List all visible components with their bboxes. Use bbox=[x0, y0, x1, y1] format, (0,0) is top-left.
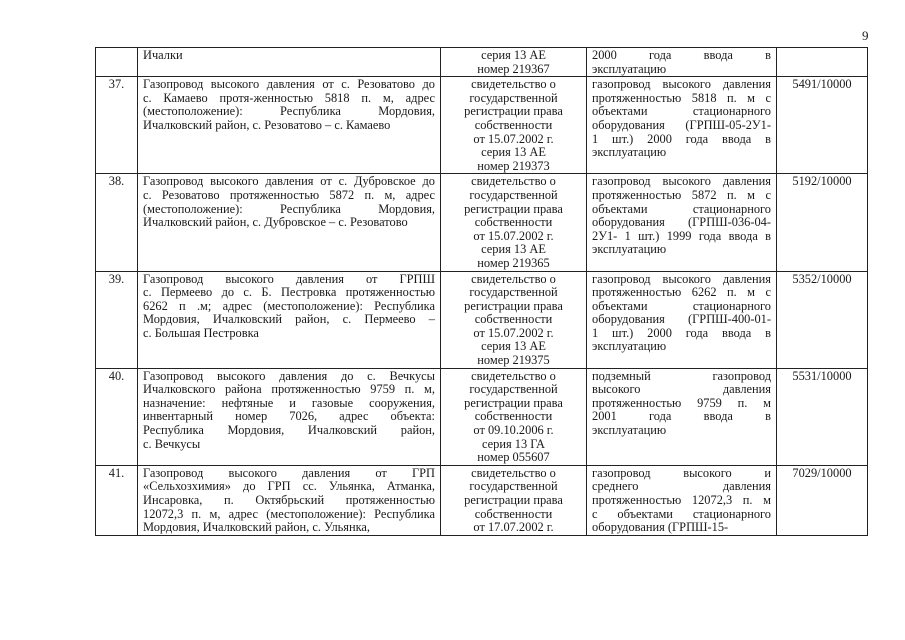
row-number: 39. bbox=[96, 271, 138, 368]
registration-certificate-line: регистрации права bbox=[464, 395, 563, 410]
object-description bbox=[138, 465, 441, 535]
object-characteristics bbox=[587, 465, 777, 535]
registration-certificate-line: номер 219373 bbox=[477, 158, 550, 173]
object-description-line: с. Камаево протя-женностью 5818 п. м, адрес bbox=[143, 90, 435, 105]
registration-certificate-line: государственной bbox=[469, 479, 558, 494]
registration-certificate-line: от 15.07.2002 г. bbox=[473, 325, 554, 340]
ownership-share: 5491/10000 bbox=[777, 77, 868, 174]
table-row bbox=[96, 174, 868, 271]
object-characteristics bbox=[587, 77, 777, 174]
object-description-line: (местоположение): Республика Мордовия, bbox=[143, 201, 435, 216]
object-characteristics bbox=[587, 174, 777, 271]
registration-certificate-line: регистрации права bbox=[464, 201, 563, 216]
object-characteristics-line: объектами стационарного bbox=[592, 104, 771, 119]
object-characteristics bbox=[587, 368, 777, 465]
registration-certificate-line: от 09.10.2006 г. bbox=[473, 423, 554, 438]
object-characteristics-line: среднего давления bbox=[592, 479, 771, 494]
registration-certificate-line: регистрации права bbox=[464, 493, 563, 507]
object-characteristics bbox=[587, 48, 777, 77]
object-characteristics-line: 2У1- 1 шт.) 1999 года ввода в bbox=[592, 228, 771, 243]
object-description-line: Республика Мордовия, Ичалковский район, bbox=[143, 423, 435, 438]
registration-certificate-line: собственности bbox=[474, 312, 553, 327]
registration-certificate bbox=[441, 271, 587, 368]
registration-certificate-line: номер 219365 bbox=[477, 255, 550, 270]
object-characteristics-line: газопровод высокого давления bbox=[592, 271, 771, 286]
object-description-line: Газопровод высокого давления от с. Дубровское до bbox=[143, 174, 435, 189]
object-description-line: Ичалки bbox=[143, 48, 183, 62]
registration-certificate-line: государственной bbox=[469, 90, 558, 105]
object-characteristics-line: оборудования (ГРПШ-05-2У1- bbox=[592, 117, 771, 132]
registration-certificate bbox=[441, 174, 587, 271]
object-characteristics-line: 2001 года ввода в bbox=[592, 409, 771, 424]
object-characteristics-line: объектами стационарного bbox=[592, 201, 771, 216]
registration-certificate bbox=[441, 368, 587, 465]
object-description bbox=[138, 271, 441, 368]
registration-certificate-line: государственной bbox=[469, 187, 558, 202]
registration-certificate-line: серия 13 АЕ bbox=[481, 339, 546, 354]
registration-certificate bbox=[441, 48, 587, 77]
object-characteristics-line: газопровод высокого давления bbox=[592, 174, 771, 189]
registration-certificate bbox=[441, 465, 587, 535]
registration-certificate-line: от 15.07.2002 г. bbox=[473, 131, 554, 146]
object-characteristics-line: протяженностью 6262 п. м с bbox=[592, 285, 771, 300]
object-description-line: 6262 п .м; адрес (местоположение): Республика bbox=[143, 298, 435, 313]
object-description-line: Мордовия, Ичалковский район, с. Пермеево – bbox=[143, 312, 435, 327]
object-description-line: с. Вечкусы bbox=[143, 436, 201, 451]
object-characteristics-line: высокого давления bbox=[592, 382, 771, 397]
object-characteristics bbox=[587, 271, 777, 368]
registration-certificate-line: государственной bbox=[469, 382, 558, 397]
object-characteristics-line: с объектами стационарного bbox=[592, 506, 771, 521]
object-characteristics-line: оборудования (ГРПШ-400-01- bbox=[592, 312, 771, 327]
registration-certificate-line: серия 13 АЕ bbox=[481, 145, 546, 160]
registration-certificate-line: свидетельство о bbox=[471, 77, 556, 92]
registration-certificate-line: номер 055607 bbox=[477, 450, 550, 465]
ownership-share: 5531/10000 bbox=[777, 368, 868, 465]
row-number bbox=[96, 48, 138, 77]
object-description-line: с. Резоватово протяженностью 5872 п. м, адрес bbox=[143, 187, 435, 202]
object-description bbox=[138, 48, 441, 77]
table-row bbox=[96, 77, 868, 174]
registration-certificate-line: свидетельство о bbox=[471, 465, 556, 480]
row-number: 40. bbox=[96, 368, 138, 465]
table-row bbox=[96, 48, 868, 77]
registration-certificate-line: серия 13 ГА bbox=[481, 436, 546, 451]
object-description-line: Ичалковский район, с. Резоватово – с. Камаево bbox=[143, 117, 391, 132]
registration-certificate-line: регистрации права bbox=[464, 298, 563, 313]
row-number: 38. bbox=[96, 174, 138, 271]
object-description-line: Ичалковского района протяженностью 9759 п. м, bbox=[143, 382, 435, 397]
object-description-line: инвентарный номер 7026, адрес объекта: bbox=[143, 409, 435, 424]
registration-certificate-line: собственности bbox=[474, 409, 553, 424]
table-row bbox=[96, 368, 868, 465]
registration-certificate-line: свидетельство о bbox=[471, 368, 556, 383]
object-description-line: Газопровод высокого давления от ГРПШ bbox=[143, 271, 435, 286]
registration-certificate-line: государственной bbox=[469, 285, 558, 300]
object-characteristics-line: протяженностью 5872 п. м с bbox=[592, 187, 771, 202]
object-description-line: Газопровод высокого давления от с. Резоватово до bbox=[143, 77, 435, 92]
object-description-line: Ичалковский район, с. Дубровское – с. Резоватово bbox=[143, 215, 408, 230]
object-description-line: (местоположение): Республика Мордовия, bbox=[143, 104, 435, 119]
registration-certificate-line: регистрации права bbox=[464, 104, 563, 119]
object-description-line: Инсаровка, п. Октябрьский протяженностью bbox=[143, 493, 435, 507]
object-characteristics-line: 2000 года ввода в bbox=[592, 48, 771, 62]
object-description-line: с. Пермеево до с. Б. Пестровка протяженностью bbox=[143, 285, 435, 300]
object-characteristics-line: эксплуатацию bbox=[592, 423, 667, 438]
table-row bbox=[96, 465, 868, 535]
registration-certificate-line: собственности bbox=[474, 117, 553, 132]
registration-certificate-line: собственности bbox=[474, 506, 553, 521]
object-characteristics-line: эксплуатацию bbox=[592, 242, 667, 257]
object-description bbox=[138, 174, 441, 271]
ownership-share bbox=[777, 48, 868, 77]
registration-certificate-line: номер 219367 bbox=[477, 61, 550, 76]
registry-body bbox=[96, 48, 868, 536]
ownership-share: 7029/10000 bbox=[777, 465, 868, 535]
ownership-share: 5192/10000 bbox=[777, 174, 868, 271]
object-characteristics-line: 1 шт.) 2000 года ввода в bbox=[592, 325, 771, 340]
object-description-line: «Сельхозхимия» до ГРП сс. Ульянка, Атманка, bbox=[143, 479, 435, 494]
object-characteristics-line: 1 шт.) 2000 года ввода в bbox=[592, 131, 771, 146]
registration-certificate-line: свидетельство о bbox=[471, 271, 556, 286]
object-description-line: 12072,3 п. м, адрес (местоположение): Республика bbox=[143, 506, 435, 521]
object-characteristics-line: протяженностью 12072,3 п. м bbox=[592, 493, 771, 507]
object-description-line: назначение: нефтяные и газовые сооружения, bbox=[143, 395, 435, 410]
object-description-line: с. Большая Пестровка bbox=[143, 325, 259, 340]
object-characteristics-line: объектами стационарного bbox=[592, 298, 771, 313]
object-characteristics-line: газопровод высокого и bbox=[592, 465, 771, 480]
object-description bbox=[138, 368, 441, 465]
registration-certificate-line: от 15.07.2002 г. bbox=[473, 228, 554, 243]
object-characteristics-line: оборудования (ГРПШ-15- bbox=[592, 520, 729, 535]
ownership-share: 5352/10000 bbox=[777, 271, 868, 368]
row-number: 37. bbox=[96, 77, 138, 174]
row-number: 41. bbox=[96, 465, 138, 535]
object-characteristics-line: эксплуатацию bbox=[592, 339, 667, 354]
object-description-line: Мордовия, Ичалковский район, с. Ульянка, bbox=[143, 520, 371, 535]
registration-certificate-line: свидетельство о bbox=[471, 174, 556, 189]
registry-table bbox=[95, 47, 868, 536]
object-description-line: Газопровод высокого давления от ГРП bbox=[143, 465, 435, 480]
object-characteristics-line: эксплуатацию bbox=[592, 61, 667, 76]
registration-certificate bbox=[441, 77, 587, 174]
object-characteristics-line: эксплуатацию bbox=[592, 145, 667, 160]
object-characteristics-line: протяженностью 9759 п. м bbox=[592, 395, 771, 410]
object-characteristics-line: оборудования (ГРПШ-036-04- bbox=[592, 215, 771, 230]
page-number: 9 bbox=[862, 28, 869, 43]
registration-certificate-line: серия 13 АЕ bbox=[481, 48, 546, 62]
object-characteristics-line: газопровод высокого давления bbox=[592, 77, 771, 92]
object-characteristics-line: протяженностью 5818 п. м с bbox=[592, 90, 771, 105]
registration-certificate-line: от 17.07.2002 г. bbox=[473, 520, 554, 535]
registration-certificate-line: собственности bbox=[474, 215, 553, 230]
object-description-line: Газопровод высокого давления до с. Вечкусы bbox=[143, 368, 435, 383]
object-description bbox=[138, 77, 441, 174]
registration-certificate-line: номер 219375 bbox=[477, 353, 550, 368]
object-characteristics-line: подземный газопровод bbox=[592, 368, 771, 383]
table-row bbox=[96, 271, 868, 368]
registration-certificate-line: серия 13 АЕ bbox=[481, 242, 546, 257]
